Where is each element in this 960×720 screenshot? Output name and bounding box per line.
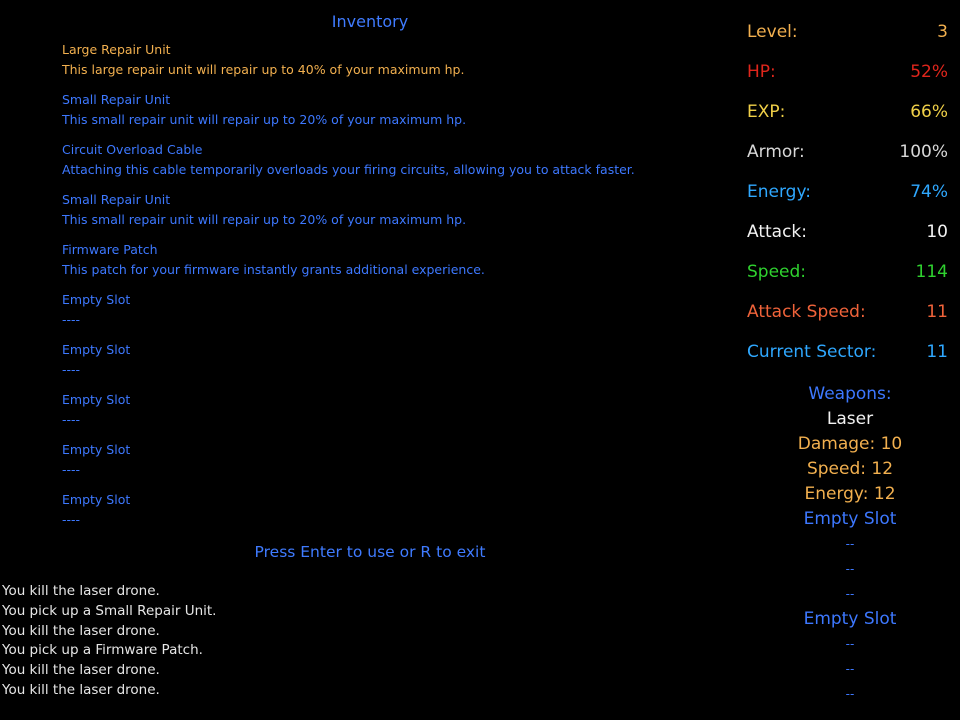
inventory-item-description: This patch for your firmware instantly grants additional experience. bbox=[62, 262, 485, 277]
stats-panel bbox=[747, 22, 950, 382]
inventory-item-name: Empty Slot bbox=[62, 442, 131, 457]
weapon-slot-placeholder: -- bbox=[845, 662, 855, 676]
stat-label: Speed: bbox=[747, 262, 807, 282]
weapon-name: Laser bbox=[826, 409, 874, 429]
inventory-item-name: Circuit Overload Cable bbox=[62, 142, 203, 157]
stat-value: 114 bbox=[915, 262, 948, 282]
inventory-item-description: Attaching this cable temporarily overloads your firing circuits, allowing you to attack faster. bbox=[62, 162, 635, 177]
inventory-item[interactable] bbox=[62, 492, 702, 542]
inventory-item-description: ---- bbox=[62, 512, 81, 527]
inventory-item-description: ---- bbox=[62, 462, 81, 477]
inventory-item[interactable] bbox=[62, 292, 702, 342]
stat-value: 11 bbox=[926, 302, 948, 322]
inventory-title: Inventory bbox=[331, 12, 409, 31]
weapon-stat: Energy: 12 bbox=[804, 484, 896, 504]
inventory-item-description: ---- bbox=[62, 412, 81, 427]
inventory-item-description: ---- bbox=[62, 312, 81, 327]
stat-row bbox=[747, 102, 950, 142]
weapon-slot-empty: Empty Slot bbox=[803, 609, 897, 629]
stat-row bbox=[747, 302, 950, 342]
log-message: You pick up a Firmware Patch. bbox=[2, 642, 203, 659]
weapon-slot-placeholder: -- bbox=[845, 587, 855, 601]
stat-label: Attack: bbox=[747, 222, 807, 242]
stat-value: 52% bbox=[910, 62, 948, 82]
stat-row bbox=[747, 62, 950, 102]
inventory-item[interactable] bbox=[62, 242, 702, 292]
weapon-slot-placeholder: -- bbox=[845, 637, 855, 651]
inventory-item[interactable] bbox=[62, 192, 702, 242]
log-message: You kill the laser drone. bbox=[2, 583, 160, 599]
weapon-slot-placeholder: -- bbox=[845, 562, 855, 576]
stat-row bbox=[747, 22, 950, 62]
inventory-item-name: Small Repair Unit bbox=[62, 192, 171, 207]
stat-row bbox=[747, 342, 950, 382]
inventory-item-description: This small repair unit will repair up to 20% of your maximum hp. bbox=[62, 112, 467, 127]
inventory-list bbox=[62, 42, 702, 542]
stat-value: 3 bbox=[937, 22, 948, 42]
inventory-item[interactable] bbox=[62, 92, 702, 142]
stat-row bbox=[747, 182, 950, 222]
inventory-item-selected[interactable] bbox=[62, 42, 702, 92]
weapon-slot-empty: Empty Slot bbox=[803, 509, 897, 529]
inventory-item[interactable] bbox=[62, 342, 702, 392]
weapon-stat: Damage: 10 bbox=[797, 434, 903, 454]
stat-label: EXP: bbox=[747, 102, 786, 122]
stat-label: Current Sector: bbox=[747, 342, 877, 362]
inventory-item-description: ---- bbox=[62, 362, 81, 377]
inventory-item-name: Empty Slot bbox=[62, 292, 131, 307]
stat-value: 100% bbox=[899, 142, 948, 162]
stat-label: Energy: bbox=[747, 182, 812, 202]
stat-label: Level: bbox=[747, 22, 798, 42]
inventory-item-name: Small Repair Unit bbox=[62, 92, 171, 107]
inventory-item[interactable] bbox=[62, 392, 702, 442]
inventory-item-name: Large Repair Unit bbox=[62, 42, 171, 57]
inventory-item-description: This small repair unit will repair up to 20% of your maximum hp. bbox=[62, 212, 467, 227]
inventory-item[interactable] bbox=[62, 442, 702, 492]
weapon-stat: Speed: 12 bbox=[806, 459, 894, 479]
weapons-panel bbox=[760, 382, 940, 707]
weapon-slot-placeholder: -- bbox=[845, 687, 855, 701]
stat-value: 66% bbox=[910, 102, 948, 122]
inventory-item-name: Firmware Patch bbox=[62, 242, 158, 257]
inventory-item[interactable] bbox=[62, 142, 702, 192]
stat-row bbox=[747, 262, 950, 302]
inventory-item-name: Empty Slot bbox=[62, 392, 131, 407]
stat-label: HP: bbox=[747, 62, 776, 82]
stat-label: Armor: bbox=[747, 142, 805, 162]
log-message: You pick up a Small Repair Unit. bbox=[2, 602, 217, 619]
stat-value: 11 bbox=[926, 342, 948, 362]
inventory-item-name: Empty Slot bbox=[62, 492, 131, 507]
log-message: You kill the laser drone. bbox=[2, 622, 160, 639]
inventory-item-description: This large repair unit will repair up to 40% of your maximum hp. bbox=[62, 62, 465, 77]
log-message: You kill the laser drone. bbox=[2, 662, 160, 679]
stat-row bbox=[747, 222, 950, 262]
weapons-title: Weapons: bbox=[808, 384, 892, 404]
stat-label: Attack Speed: bbox=[747, 302, 866, 322]
inventory-item-name: Empty Slot bbox=[62, 342, 131, 357]
stat-value: 74% bbox=[910, 182, 948, 202]
stat-value: 10 bbox=[926, 222, 948, 242]
stat-row bbox=[747, 142, 950, 182]
log-message: You kill the laser drone. bbox=[2, 681, 160, 698]
message-log bbox=[2, 582, 216, 701]
weapon-slot-placeholder: -- bbox=[845, 537, 855, 551]
inventory-hint: Press Enter to use or R to exit bbox=[254, 543, 486, 561]
